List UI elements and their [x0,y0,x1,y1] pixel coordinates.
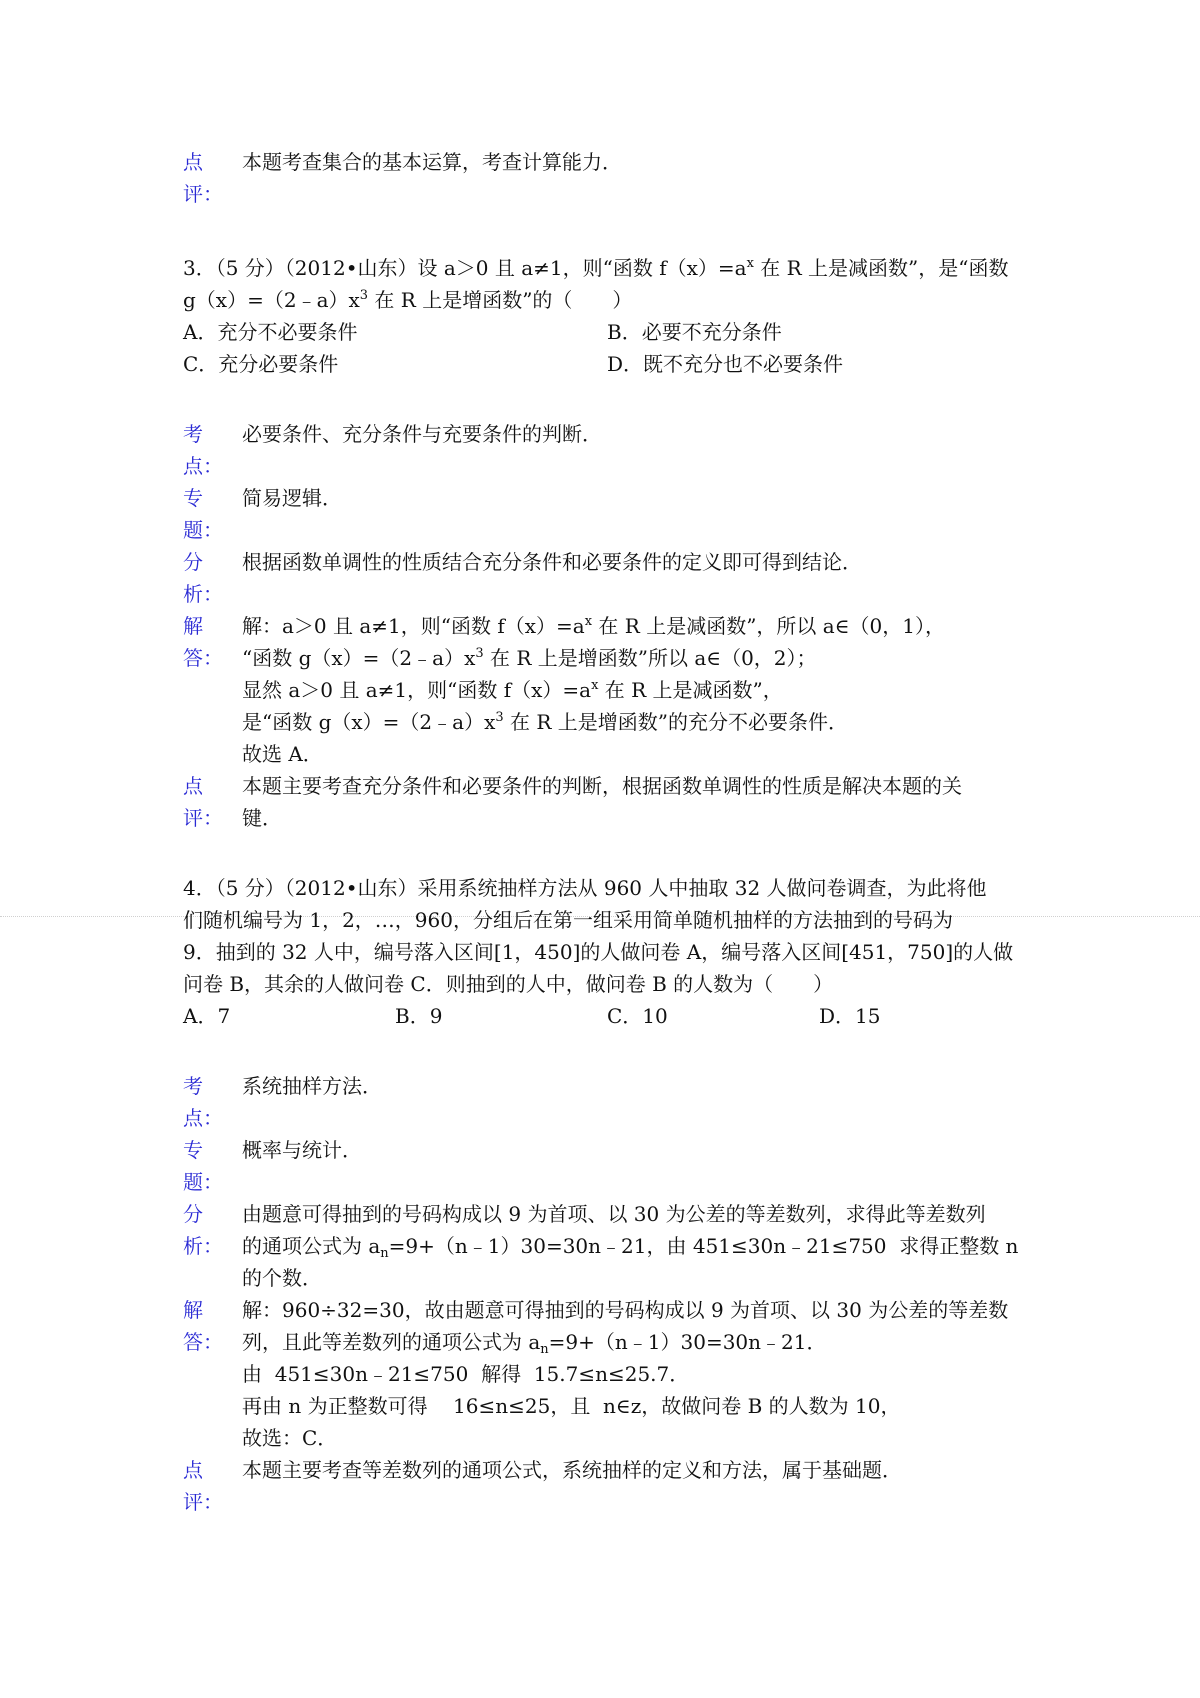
q3-jieda-line5: 故选 A． [242,742,323,766]
q4-dianping-label: 点 评： [183,1458,223,1514]
q3-jieda-label: 解 答： [183,614,223,670]
q4-dianping [183,1454,1043,1518]
q4-jieda-line3: 由 451≤30n﹣21≤750 解得 15.7≤n≤25.7． [242,1362,690,1386]
q4-kaodian-label: 考 点： [183,1074,223,1130]
q4-option-c: C．10 [607,1004,668,1028]
q4-fenxi-line1: 由题意可得抽到的号码构成以 9 为首项、以 30 为公差的等差数列，求得此等差数列 [242,1202,986,1226]
q3-dianping-line2: 键． [242,806,282,830]
q3-jieda-line4: 是“函数 $g(x)=(2﹣a)x^3$ 在 R 上是增函数”的充分不必要条件． [242,710,848,734]
q3-options [183,316,1043,380]
q2-dianping [183,146,1043,210]
q3-jieda [183,610,1043,770]
q4-jieda-line4: 再由 n 为正整数可得 16≤n≤25，且 n∈z，故做问卷 B 的人数为 10， [242,1394,901,1418]
q3-jieda-line3: 显然 a＞0 且 a≠1，则“函数 $f(x)=a^x$ 在 R 上是减函数”， [242,678,783,702]
q4-zhuanti [183,1134,1043,1198]
q4-zhuanti-text: 概率与统计． [242,1138,362,1162]
q3-kaodian-text: 必要条件、充分条件与充要条件的判断． [242,422,602,446]
q3-fenxi [183,546,1043,610]
question-3 [183,252,1043,380]
q4-kaodian-text: 系统抽样方法． [242,1074,382,1098]
q4-stem-line2: 们随机编号为 1，2，…，960，分组后在第一组采用简单随机抽样的方法抽到的号码为 [183,908,953,932]
q4-jieda [183,1294,1043,1454]
q4-option-b: B．9 [395,1004,443,1028]
q4-stem-line3: 9．抽到的 32 人中，编号落入区间[1，450]的人做问卷 A，编号落入区间[451，750]的人做 [183,940,1014,964]
q4-option-d: D．15 [819,1004,881,1028]
q3-zhuanti [183,482,1043,546]
document-content [183,146,1043,1518]
q4-jieda-line2: 列，且此等差数列的通项公式为 $a_n=9+(n﹣1)30=30n﹣21$． [242,1330,827,1357]
q4-options [183,1000,1043,1032]
q3-dianping-line1: 本题主要考查充分条件和必要条件的判断，根据函数单调性的性质是解决本题的关 [242,774,962,798]
q3-kaodian [183,418,1043,482]
q4-jieda-line1: 解：960÷32=30，故由题意可得抽到的号码构成以 9 为首项、以 30 为公差的等差数 [242,1298,1009,1322]
q3-stem-line2: $g(x)=(2﹣a)x^3$ 在 R 上是增函数”的（ ） [183,288,633,312]
q3-option-c: C．充分必要条件 [183,352,339,376]
q4-stem-line4: 问卷 B，其余的人做问卷 C．则抽到的人中，做问卷 B 的人数为（ ） [183,972,834,996]
q3-option-b: B．必要不充分条件 [607,320,782,344]
q4-jieda-label: 解 答： [183,1298,223,1354]
q4-zhuanti-label: 专 题： [183,1138,223,1194]
q4-fenxi-line2: 的通项公式为 $a_n=9+(n﹣1)30=30n﹣21$，由 451≤30n﹣21≤750 求得正整数 n 的个数． [242,1234,1025,1290]
q4-fenxi-label: 分 析： [183,1202,223,1258]
q4-stem-line1: 4．（5 分）（2012•山东）采用系统抽样方法从 960 人中抽取 32 人做问卷调查，为此将他 [183,876,987,900]
q3-jieda-line1: 解：a＞0 且 a≠1，则“函数 $f(x)=a^x$ 在 R 上是减函数”，所以 a∈（0，1）， [242,614,945,638]
q3-dianping-label: 点 评： [183,774,223,830]
q2-dianping-text: 本题考查集合的基本运算，考查计算能力． [242,150,622,174]
q3-dianping [183,770,1043,834]
q3-jieda-line2: “函数 $g(x)=(2﹣a)x^3$ 在 R 上是增函数”所以 a∈（0，2）； [242,646,817,670]
q4-fenxi [183,1198,1043,1294]
q4-option-a: A．7 [183,1004,231,1028]
q3-option-a: A．充分不必要条件 [183,320,358,344]
q4-kaodian [183,1070,1043,1134]
q2-dianping-label: 点 评： [183,150,223,206]
q4-dianping-text: 本题主要考查等差数列的通项公式，系统抽样的定义和方法，属于基础题． [242,1458,902,1482]
q3-fenxi-text: 根据函数单调性的性质结合充分条件和必要条件的定义即可得到结论． [242,550,862,574]
q3-stem-line1: 3．（5 分）（2012•山东）设 a＞0 且 a≠1，则“函数 $f(x)=a^x$ 在 R 上是减函数”，是“函数 [183,256,1009,280]
q4-jieda-line5: 故选：C． [242,1426,338,1450]
q3-zhuanti-text: 简易逻辑． [242,486,342,510]
q3-fenxi-label: 分 析： [183,550,223,606]
q3-kaodian-label: 考 点： [183,422,223,478]
q3-zhuanti-label: 专 题： [183,486,223,542]
question-4 [183,872,1043,1032]
q3-option-d: D．既不充分也不必要条件 [607,352,844,376]
